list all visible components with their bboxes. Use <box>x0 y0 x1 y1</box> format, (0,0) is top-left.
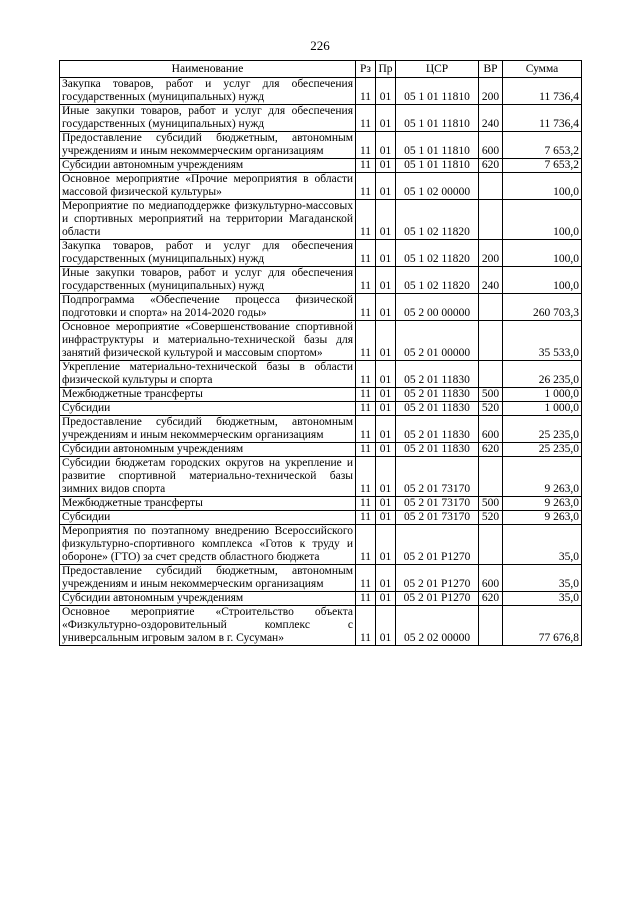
table-row <box>60 200 582 240</box>
cell-name: Межбюджетные трансферты <box>60 497 356 511</box>
cell-csr: 05 2 01 73170 <box>396 497 479 511</box>
cell-sum: 7 653,2 <box>503 159 582 173</box>
cell-vr: 600 <box>479 132 503 159</box>
cell-pr: 01 <box>376 294 396 321</box>
cell-sum: 1 000,0 <box>503 388 582 402</box>
cell-vr <box>479 361 503 388</box>
cell-vr <box>479 457 503 497</box>
cell-vr: 600 <box>479 565 503 592</box>
cell-sum: 35,0 <box>503 592 582 606</box>
cell-pr: 01 <box>376 525 396 565</box>
cell-name: Предоставление субсидий бюджетным, автономным учреждениям и иным некоммерческим организациям <box>60 565 356 592</box>
table-row <box>60 267 582 294</box>
table-row <box>60 173 582 200</box>
cell-vr: 520 <box>479 402 503 416</box>
cell-rz: 11 <box>356 525 376 565</box>
header-name: Наименование <box>60 61 356 78</box>
cell-name: Межбюджетные трансферты <box>60 388 356 402</box>
cell-name: Субсидии <box>60 402 356 416</box>
table-row <box>60 105 582 132</box>
cell-vr: 500 <box>479 388 503 402</box>
cell-rz: 11 <box>356 78 376 105</box>
cell-name: Мероприятия по поэтапному внедрению Всероссийского физкультурно-спортивного комплекса «Готов к труду и обороне» (ГТО) за счет средств областного бюджета <box>60 525 356 565</box>
cell-rz: 11 <box>356 388 376 402</box>
cell-rz: 11 <box>356 105 376 132</box>
cell-name: Субсидии автономным учреждениям <box>60 592 356 606</box>
cell-rz: 11 <box>356 443 376 457</box>
table-row <box>60 592 582 606</box>
cell-csr: 05 1 02 11820 <box>396 267 479 294</box>
table-row <box>60 443 582 457</box>
cell-csr: 05 2 01 11830 <box>396 361 479 388</box>
table-row <box>60 525 582 565</box>
table-body <box>60 78 582 646</box>
cell-sum: 26 235,0 <box>503 361 582 388</box>
cell-pr: 01 <box>376 592 396 606</box>
cell-rz: 11 <box>356 416 376 443</box>
cell-vr: 200 <box>479 78 503 105</box>
table-row <box>60 132 582 159</box>
cell-name: Подпрограмма «Обеспечение процесса физической подготовки и спорта» на 2014-2020 годы» <box>60 294 356 321</box>
cell-csr: 05 2 01 Р1270 <box>396 592 479 606</box>
header-rz: Рз <box>356 61 376 78</box>
table-row <box>60 457 582 497</box>
cell-rz: 11 <box>356 200 376 240</box>
cell-pr: 01 <box>376 321 396 361</box>
cell-csr: 05 2 01 11830 <box>396 402 479 416</box>
page-number: 226 <box>310 38 330 53</box>
cell-name: Основное мероприятие «Прочие мероприятия в области массовой физической культуры» <box>60 173 356 200</box>
cell-sum: 100,0 <box>503 240 582 267</box>
cell-csr: 05 1 02 11820 <box>396 240 479 267</box>
cell-rz: 11 <box>356 565 376 592</box>
table-row <box>60 402 582 416</box>
cell-csr: 05 2 01 73170 <box>396 457 479 497</box>
cell-sum: 25 235,0 <box>503 443 582 457</box>
cell-vr: 620 <box>479 443 503 457</box>
cell-pr: 01 <box>376 132 396 159</box>
cell-vr: 600 <box>479 416 503 443</box>
cell-name: Субсидии автономным учреждениям <box>60 159 356 173</box>
table-row <box>60 361 582 388</box>
header-vr: ВР <box>479 61 503 78</box>
cell-vr: 240 <box>479 105 503 132</box>
table-row <box>60 321 582 361</box>
cell-csr: 05 2 02 00000 <box>396 606 479 646</box>
cell-sum: 100,0 <box>503 267 582 294</box>
cell-rz: 11 <box>356 132 376 159</box>
cell-rz: 11 <box>356 592 376 606</box>
cell-sum: 77 676,8 <box>503 606 582 646</box>
cell-name: Основное мероприятие «Строительство объекта «Физкультурно-оздоровительный комплекс с универсальным игровым залом в г. Сусуман» <box>60 606 356 646</box>
cell-rz: 11 <box>356 457 376 497</box>
cell-csr: 05 2 01 73170 <box>396 511 479 525</box>
cell-name: Субсидии автономным учреждениям <box>60 443 356 457</box>
cell-name: Иные закупки товаров, работ и услуг для обеспечения государственных (муниципальных) нужд <box>60 267 356 294</box>
cell-rz: 11 <box>356 511 376 525</box>
table-row <box>60 497 582 511</box>
table-row <box>60 511 582 525</box>
cell-pr: 01 <box>376 361 396 388</box>
table-row <box>60 78 582 105</box>
cell-csr: 05 1 01 11810 <box>396 105 479 132</box>
header-pr: Пр <box>376 61 396 78</box>
cell-vr: 200 <box>479 240 503 267</box>
cell-rz: 11 <box>356 267 376 294</box>
cell-sum: 11 736,4 <box>503 78 582 105</box>
cell-pr: 01 <box>376 267 396 294</box>
cell-rz: 11 <box>356 361 376 388</box>
cell-pr: 01 <box>376 443 396 457</box>
cell-csr: 05 2 00 00000 <box>396 294 479 321</box>
cell-vr: 620 <box>479 159 503 173</box>
cell-name: Субсидии бюджетам городских округов на укрепление и развитие спортивной материально-технической базы зимних видов спорта <box>60 457 356 497</box>
cell-csr: 05 2 01 11830 <box>396 416 479 443</box>
cell-csr: 05 2 01 00000 <box>396 321 479 361</box>
cell-vr: 500 <box>479 497 503 511</box>
cell-sum: 1 000,0 <box>503 402 582 416</box>
cell-sum: 9 263,0 <box>503 511 582 525</box>
table-row <box>60 388 582 402</box>
table-row <box>60 416 582 443</box>
cell-pr: 01 <box>376 200 396 240</box>
cell-pr: 01 <box>376 402 396 416</box>
cell-pr: 01 <box>376 240 396 267</box>
cell-vr: 520 <box>479 511 503 525</box>
cell-pr: 01 <box>376 159 396 173</box>
cell-sum: 9 263,0 <box>503 457 582 497</box>
cell-pr: 01 <box>376 78 396 105</box>
cell-vr: 620 <box>479 592 503 606</box>
cell-sum: 25 235,0 <box>503 416 582 443</box>
table-row <box>60 606 582 646</box>
cell-rz: 11 <box>356 294 376 321</box>
cell-vr <box>479 321 503 361</box>
cell-vr <box>479 200 503 240</box>
cell-csr: 05 1 01 11810 <box>396 78 479 105</box>
table-row <box>60 240 582 267</box>
header-csr: ЦСР <box>396 61 479 78</box>
cell-csr: 05 1 02 11820 <box>396 200 479 240</box>
cell-name: Мероприятие по медиаподдержке физкультурно-массовых и спортивных мероприятий на территории Магаданской области <box>60 200 356 240</box>
cell-name: Предоставление субсидий бюджетным, автономным учреждениям и иным некоммерческим организациям <box>60 416 356 443</box>
cell-name: Иные закупки товаров, работ и услуг для обеспечения государственных (муниципальных) нужд <box>60 105 356 132</box>
cell-vr: 240 <box>479 267 503 294</box>
cell-sum: 35 533,0 <box>503 321 582 361</box>
cell-pr: 01 <box>376 388 396 402</box>
table-header-row <box>60 61 582 78</box>
cell-vr <box>479 294 503 321</box>
cell-sum: 7 653,2 <box>503 132 582 159</box>
cell-pr: 01 <box>376 416 396 443</box>
cell-csr: 05 2 01 11830 <box>396 388 479 402</box>
table-row <box>60 159 582 173</box>
cell-csr: 05 2 01 11830 <box>396 443 479 457</box>
table-row <box>60 294 582 321</box>
cell-name: Субсидии <box>60 511 356 525</box>
cell-csr: 05 1 01 11810 <box>396 132 479 159</box>
header-sum: Сумма <box>503 61 582 78</box>
cell-csr: 05 1 02 00000 <box>396 173 479 200</box>
cell-pr: 01 <box>376 105 396 132</box>
cell-sum: 11 736,4 <box>503 105 582 132</box>
budget-table <box>59 60 582 646</box>
cell-vr <box>479 606 503 646</box>
cell-name: Закупка товаров, работ и услуг для обеспечения государственных (муниципальных) нужд <box>60 240 356 267</box>
cell-rz: 11 <box>356 159 376 173</box>
cell-csr: 05 2 01 Р1270 <box>396 565 479 592</box>
cell-vr <box>479 525 503 565</box>
cell-name: Укрепление материально-технической базы в области физической культуры и спорта <box>60 361 356 388</box>
cell-name: Закупка товаров, работ и услуг для обеспечения государственных (муниципальных) нужд <box>60 78 356 105</box>
cell-csr: 05 2 01 Р1270 <box>396 525 479 565</box>
table-row <box>60 565 582 592</box>
cell-csr: 05 1 01 11810 <box>396 159 479 173</box>
cell-rz: 11 <box>356 497 376 511</box>
cell-rz: 11 <box>356 240 376 267</box>
cell-sum: 100,0 <box>503 200 582 240</box>
cell-sum: 260 703,3 <box>503 294 582 321</box>
cell-rz: 11 <box>356 402 376 416</box>
cell-rz: 11 <box>356 321 376 361</box>
cell-sum: 9 263,0 <box>503 497 582 511</box>
cell-rz: 11 <box>356 173 376 200</box>
cell-pr: 01 <box>376 511 396 525</box>
cell-sum: 100,0 <box>503 173 582 200</box>
cell-name: Основное мероприятие «Совершенствование спортивной инфраструктуры и материально-технической базы для занятий физической культурой и массовым спортом» <box>60 321 356 361</box>
cell-sum: 35,0 <box>503 525 582 565</box>
cell-pr: 01 <box>376 173 396 200</box>
cell-pr: 01 <box>376 565 396 592</box>
cell-sum: 35,0 <box>503 565 582 592</box>
cell-pr: 01 <box>376 457 396 497</box>
cell-vr <box>479 173 503 200</box>
cell-pr: 01 <box>376 606 396 646</box>
cell-pr: 01 <box>376 497 396 511</box>
cell-name: Предоставление субсидий бюджетным, автономным учреждениям и иным некоммерческим организациям <box>60 132 356 159</box>
cell-rz: 11 <box>356 606 376 646</box>
